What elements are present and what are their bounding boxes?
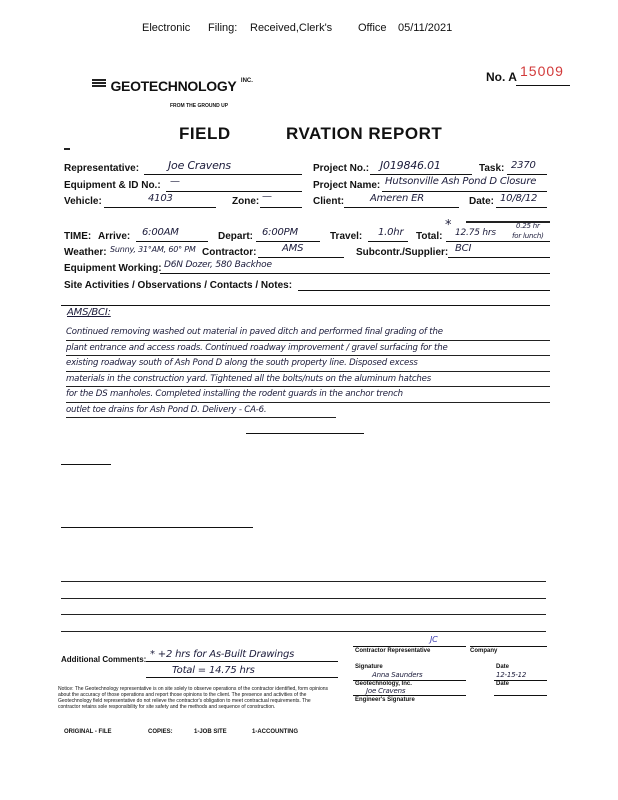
- company-logo: [92, 78, 253, 96]
- notes-line: materials in the construction yard. Tightened all the bolts/nuts on the aluminum hatches: [66, 372, 550, 388]
- travel-value: 1.0hr: [378, 227, 404, 238]
- travel-line: [368, 241, 408, 242]
- title-field: FIELD: [179, 124, 231, 143]
- task-line: [507, 174, 547, 175]
- project-no-value: J019846.01: [380, 159, 441, 172]
- notes-line: plant entrance and access roads. Continued roadway improvement / gravel surfacing for the: [66, 341, 550, 357]
- contractor-rep-line: [353, 646, 466, 647]
- logo-suffix: INC.: [240, 78, 253, 84]
- rule-line: [61, 598, 546, 599]
- report-number-underline: [516, 85, 570, 86]
- notes-body: [66, 325, 550, 418]
- additional-comments-label: Additional Comments:: [61, 655, 147, 664]
- geotech-date-label: Date: [496, 681, 510, 687]
- date-label: Date:: [469, 196, 495, 207]
- weather-label: Weather:: [64, 247, 107, 258]
- rule-line: [61, 527, 253, 528]
- total-line: [446, 241, 550, 242]
- signature-date-label: Date: [496, 664, 510, 670]
- equipment-id-line: [166, 191, 302, 192]
- depart-value: 6:00PM: [262, 227, 298, 238]
- filing-label: Filing:: [208, 22, 238, 34]
- subcontr-line: [448, 257, 550, 258]
- footer-job-site: 1-JOB SITE: [194, 729, 227, 735]
- rule-line: [246, 433, 364, 434]
- contractor-label: Contractor:: [202, 247, 257, 258]
- subcontr-label: Subcontr./Supplier:: [356, 247, 449, 258]
- depart-line: [256, 241, 320, 242]
- arrive-line: [136, 241, 208, 242]
- time-label: TIME:: [64, 231, 92, 242]
- equipment-working-value: D6N Dozer, 580 Backhoe: [164, 260, 272, 270]
- task-label: Task:: [479, 163, 505, 174]
- client-label: Client:: [313, 196, 345, 207]
- notice-text: Notice: The Geotechnology representative is on site solely to observe operations of the contractor identified, form opinions about the accuracy of those operations and report those opinions to the client. The presence and activities of the Geotechnology field representative do not relieve the contractor's obligation to meet contractual requirements. The contractor retains sole responsibility for site safety and the methods and sequence of construction.: [58, 686, 329, 710]
- total-note-top: 0.25 hr: [516, 222, 540, 230]
- footer-original: ORIGINAL - FILE: [64, 729, 112, 735]
- notes-line: for the DS manholes. Completed installing the rodent guards in the anchor trench: [66, 387, 550, 403]
- logo-text: GEOTECHNOLOGY: [110, 78, 237, 94]
- zone-value: —: [262, 191, 272, 202]
- vehicle-line: [104, 207, 216, 208]
- rule-line: [61, 614, 546, 615]
- engineer-signature-line: [353, 695, 466, 696]
- date-value: 10/8/12: [500, 193, 538, 204]
- zone-label: Zone:: [232, 196, 260, 207]
- equipment-working-line: [160, 273, 550, 274]
- contractor-initials: JC: [430, 635, 438, 644]
- project-name-label: Project Name:: [313, 180, 381, 191]
- task-value: 2370: [511, 160, 536, 171]
- footer-copies: COPIES:: [148, 729, 173, 735]
- logo-bars-icon: [92, 78, 106, 88]
- weather-value: Sunny, 31°AM, 60° PM: [110, 245, 196, 254]
- notes-line: outlet toe drains for Ash Pond D. Delivery - CA-6.: [66, 403, 336, 419]
- report-number-value: 15009: [520, 63, 564, 79]
- additional-line1-rule: [146, 661, 338, 662]
- additional-line2-rule: [146, 677, 338, 678]
- notes-line: existing roadway south of Ash Pond D along the south property line. Disposed excess: [66, 356, 550, 372]
- logo-tagline: FROM THE GROUND UP: [170, 103, 229, 109]
- total-asterisk: *: [445, 218, 452, 233]
- project-name-value: Hutsonville Ash Pond D Closure: [385, 176, 537, 187]
- notes-line: Continued removing washed out material in paved ditch and performed final grading of the: [66, 325, 550, 341]
- filing-date: 05/11/2021: [398, 22, 453, 34]
- project-name-line: [382, 191, 547, 192]
- company-label: Company: [470, 648, 498, 654]
- notes-top-rule: [61, 305, 550, 306]
- geotech-date-line: [494, 695, 547, 696]
- contractor-line: [258, 257, 344, 258]
- vehicle-label: Vehicle:: [64, 196, 102, 207]
- footer-accounting: 1-ACCOUNTING: [252, 729, 298, 735]
- contractor-value: AMS: [282, 243, 304, 254]
- geotech-signature: Joe Cravens: [366, 687, 406, 695]
- total-label: Total:: [416, 231, 443, 242]
- signature-label: Signature: [355, 664, 383, 670]
- depart-label: Depart:: [218, 231, 254, 242]
- signature-value: Anna Saunders: [372, 671, 423, 679]
- title-dash: [64, 148, 70, 150]
- rule-line: [61, 581, 546, 582]
- geotech-label: Geotechnology, Inc.: [355, 681, 412, 687]
- title-report: RVATION REPORT: [286, 124, 443, 143]
- notes-heading: AMS/BCI:: [67, 307, 111, 318]
- vehicle-value: 4103: [148, 193, 173, 204]
- site-activities-line: [298, 290, 550, 291]
- arrive-label: Arrive:: [98, 231, 131, 242]
- company-line: [470, 646, 547, 647]
- representative-value: Joe Cravens: [168, 159, 231, 172]
- site-activities-label: Site Activities / Observations / Contacts / Notes:: [64, 280, 293, 291]
- contractor-rep-label: Contractor Representative: [355, 648, 431, 654]
- subcontr-value: BCI: [455, 243, 472, 254]
- signature-date-value: 12-15-12: [496, 671, 527, 679]
- equipment-working-label: Equipment Working:: [64, 263, 162, 274]
- project-no-label: Project No.:: [313, 163, 370, 174]
- representative-label: Representative:: [64, 163, 140, 174]
- filing-office: Office: [358, 22, 387, 34]
- project-no-line: [370, 174, 472, 175]
- engineer-signature-label: Engineer's Signature: [355, 697, 415, 703]
- filing-received: Received,Clerk's: [250, 22, 333, 34]
- arrive-value: 6:00AM: [142, 227, 179, 238]
- rule-line: [61, 464, 111, 465]
- rule-line: [61, 631, 546, 632]
- equipment-id-label: Equipment & ID No.:: [64, 180, 161, 191]
- client-line: [344, 207, 459, 208]
- zone-line: [260, 207, 302, 208]
- total-value: 12.75 hrs: [455, 228, 496, 238]
- client-value: Ameren ER: [370, 193, 424, 204]
- additional-comments-line1: * +2 hrs for As-Built Drawings: [150, 649, 295, 660]
- total-note-bottom: for lunch): [512, 232, 544, 240]
- representative-line: [144, 174, 302, 175]
- date-line: [496, 207, 547, 208]
- equipment-id-value: —: [170, 176, 180, 187]
- report-number-label: No. A: [486, 70, 517, 84]
- filing-electronic: Electronic: [142, 22, 191, 34]
- travel-label: Travel:: [330, 231, 363, 242]
- additional-comments-line2: Total = 14.75 hrs: [172, 665, 255, 676]
